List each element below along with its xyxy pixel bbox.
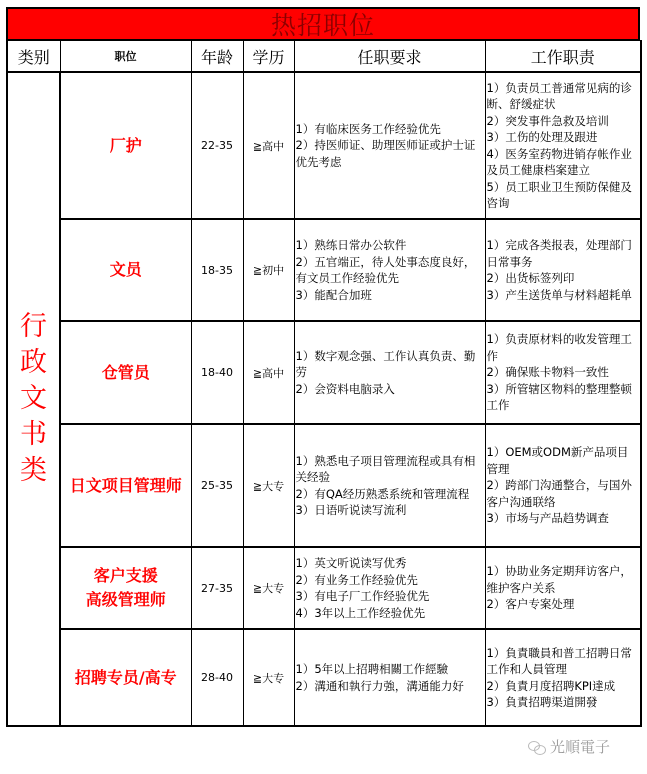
- duty-item: 2）客户专案处理: [486, 597, 575, 612]
- requirement-item: 2）有业务工作经验优先: [295, 572, 418, 587]
- requirement-item: 1）熟悉电子项目管理流程或具有相关经验: [295, 453, 476, 484]
- age-cell: 28-40: [191, 629, 243, 726]
- duties-cell: [485, 72, 641, 219]
- requirement-item: 3）有电子厂工作经验优先: [295, 589, 430, 603]
- table-row: [7, 547, 641, 629]
- requirement-item: 3）能配合加班: [295, 287, 372, 302]
- category-char: 类: [20, 455, 47, 486]
- watermark: [528, 736, 610, 757]
- position-cell: 厂护: [60, 72, 191, 219]
- requirements-cell: [294, 547, 485, 629]
- position-cell: 日文项目管理师: [60, 424, 191, 547]
- header-category: 类别: [7, 41, 60, 73]
- duty-item: 2）負責月度招聘KPI達成: [486, 678, 616, 693]
- position-cell: [60, 547, 191, 629]
- requirement-item: 1）有临床医务工作经验优先: [295, 121, 441, 136]
- requirement-item: 1）熟练日常办公软件: [295, 238, 407, 252]
- age-cell: 25-35: [191, 424, 243, 547]
- header-education: 学历: [243, 41, 294, 73]
- table-row: [7, 424, 641, 547]
- requirement-item: 1）英文听说读写优秀: [295, 556, 407, 570]
- watermark-text: 光順電子: [550, 738, 611, 756]
- category-char: 书: [20, 419, 47, 450]
- requirements-cell: [294, 72, 485, 219]
- duties-cell: [485, 219, 641, 321]
- position-cell: 招聘专员/高专: [60, 629, 191, 726]
- education-cell: ≧高中: [243, 321, 294, 424]
- header-position: 职位: [60, 41, 191, 73]
- wechat-icon: [528, 740, 546, 754]
- age-cell: 22-35: [191, 72, 243, 219]
- category-char: 政: [20, 347, 47, 378]
- age-cell: 18-35: [191, 219, 243, 321]
- duties-cell: [485, 629, 641, 726]
- requirements-cell: [294, 219, 485, 321]
- education-cell: ≧高中: [243, 72, 294, 219]
- duty-item: 3）市场与产品趋势调查: [486, 511, 609, 526]
- duty-item: 3）所管辖区物料的整理整顿工作: [486, 381, 632, 413]
- requirement-item: 2）溝通和執行力強，溝通能力好: [295, 678, 464, 693]
- position-line: 客户支援: [93, 566, 158, 585]
- requirements-cell: [294, 629, 485, 726]
- duty-item: 1）負責職員和普工招聘日常工作和人員管理: [486, 645, 632, 676]
- table-row: [7, 629, 641, 726]
- duty-item: 5）员工职业卫生预防保健及咨询: [486, 179, 632, 210]
- job-table: [6, 40, 642, 727]
- duty-item: 4）医务室药物进销存帐作业及员工健康档案建立: [486, 146, 632, 177]
- duty-item: 2）突发事件急救及培训: [486, 113, 609, 128]
- education-cell: ≧初中: [243, 219, 294, 321]
- duty-item: 2）跨部门沟通整合，与国外客户沟通联络: [486, 478, 632, 509]
- requirement-item: 3）日语听说读写流利: [295, 503, 407, 517]
- position-cell: 仓管员: [60, 321, 191, 424]
- header-row: [7, 41, 641, 73]
- education-cell: ≧大专: [243, 424, 294, 547]
- age-cell: 27-35: [191, 547, 243, 629]
- table-title: 热招职位: [6, 7, 640, 40]
- duties-cell: [485, 424, 641, 547]
- age-cell: 18-40: [191, 321, 243, 424]
- duty-item: 1）协助业务定期拜访客户，维护客户关系: [486, 564, 632, 595]
- table-row: [7, 219, 641, 321]
- header-duties: 工作职责: [485, 41, 641, 73]
- requirement-item: 1）数字观念强、工作认真负责、勤劳: [295, 348, 476, 380]
- requirement-item: 4）3年以上工作经验优先: [295, 605, 426, 620]
- header-requirements: 任职要求: [294, 41, 485, 73]
- education-cell: ≧大专: [243, 547, 294, 629]
- requirement-item: 2）五官端正，待人处事态度良好，有文员工作经验优先: [295, 254, 476, 285]
- position-line: 高级管理师: [85, 590, 166, 609]
- requirements-cell: [294, 424, 485, 547]
- requirements-cell: [294, 321, 485, 424]
- table-row: [7, 321, 641, 424]
- duties-cell: [485, 547, 641, 629]
- position-cell: 文员: [60, 219, 191, 321]
- duty-item: 1）负责原材料的收发管理工作: [486, 332, 632, 363]
- requirement-item: 2）持医师证、助理医师证或护士证优先考虑: [295, 138, 476, 169]
- duty-item: 1）负责员工普通常见病的诊断、舒缓症状: [486, 80, 632, 111]
- job-table-container: [6, 7, 640, 727]
- category-cell: [7, 72, 60, 726]
- duty-item: 3）負責招聘渠道開發: [486, 695, 598, 709]
- requirement-item: 1）5年以上招聘相關工作經驗: [295, 662, 449, 676]
- duties-cell: [485, 321, 641, 424]
- category-char: 行: [20, 311, 47, 342]
- table-row: [7, 72, 641, 219]
- header-age: 年龄: [191, 41, 243, 73]
- requirement-item: 2）会资料电脑录入: [295, 381, 395, 396]
- duty-item: 3）产生送货单与材料超耗单: [486, 287, 632, 302]
- duty-item: 1）OEM或ODM新产品项目管理: [486, 445, 629, 476]
- duty-item: 2）确保账卡物料一致性: [486, 365, 609, 380]
- duty-item: 2）出货标签列印: [486, 271, 575, 285]
- education-cell: ≧大专: [243, 629, 294, 726]
- duty-item: 3）工伤的处理及跟进: [486, 130, 598, 144]
- requirement-item: 2）有QA经历熟悉系统和管理流程: [295, 486, 470, 501]
- duty-item: 1）完成各类报表，处理部门日常事务: [486, 238, 632, 269]
- category-char: 文: [20, 383, 47, 414]
